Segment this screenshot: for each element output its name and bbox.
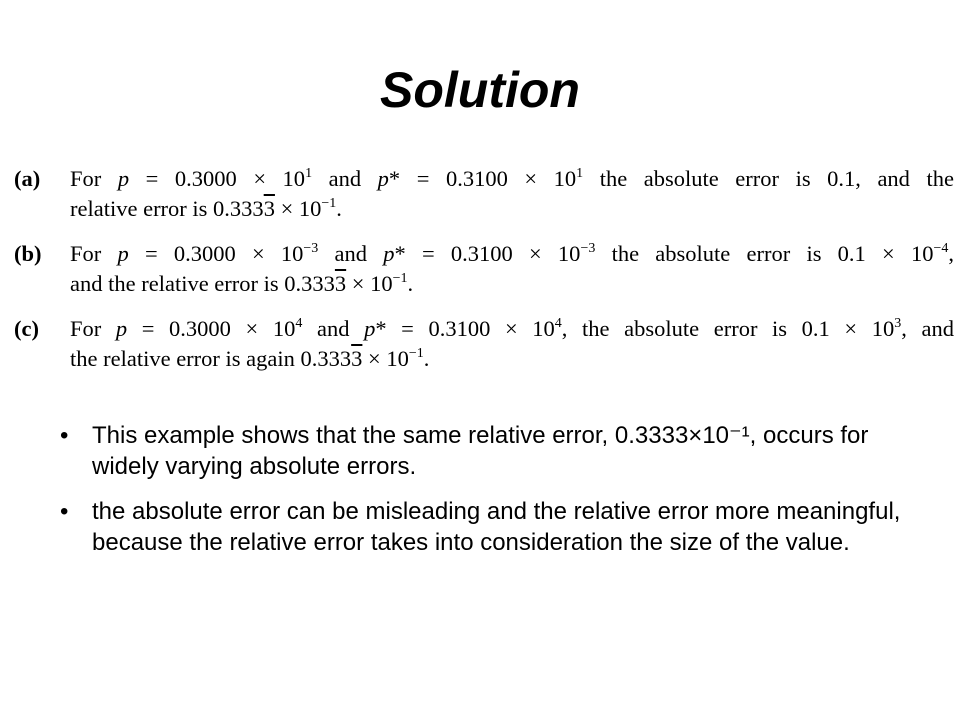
bullet-icon: •	[60, 498, 69, 525]
bullet-item	[60, 420, 930, 482]
item-label: (a)	[14, 166, 41, 191]
item-line-2: and the relative error is $0.3333 \times 10^{-1}$.	[70, 271, 414, 296]
item-line-1: For $p = 0.3000 \times 10^4$ and $p* = 0.3100 \times 10^4$, the absolute error is $0.1 \times 10^3$, and	[70, 316, 954, 341]
solution-item-b	[14, 239, 954, 299]
item-line-2: the relative error is again $0.3333 \times 10^{-1}$.	[70, 346, 430, 371]
item-line-1: For $p = 0.3000 \times 10^{-3}$ and $p* = 0.3100 \times 10^{-3}$ the absolute error is $0.1 \times 10^{-4}$,	[70, 241, 954, 266]
bullet-item	[60, 496, 930, 558]
slide-title: Solution	[380, 62, 580, 118]
item-label: (b)	[14, 241, 42, 266]
solution-item-c	[14, 314, 954, 374]
bullet-text: the absolute error can be misleading and the relative error more meaningful, because the relative error takes into consideration the size of the value.	[92, 498, 901, 556]
bullet-icon: •	[60, 422, 69, 449]
item-line-1: For $p = 0.3000 \times 10^1$ and $p* = 0.3100 \times 10^1$ the absolute error is 0.1, and the	[70, 166, 954, 191]
item-label: (c)	[14, 316, 39, 341]
bullet-list	[60, 420, 930, 572]
solution-block	[14, 164, 954, 389]
item-line-2: relative error is $0.3333 \times 10^{-1}$.	[70, 196, 342, 221]
bullet-text: This example shows that the same relative error, 0.3333×10⁻¹, occurs for widely varying absolute errors.	[92, 422, 869, 480]
solution-item-a	[14, 164, 954, 224]
